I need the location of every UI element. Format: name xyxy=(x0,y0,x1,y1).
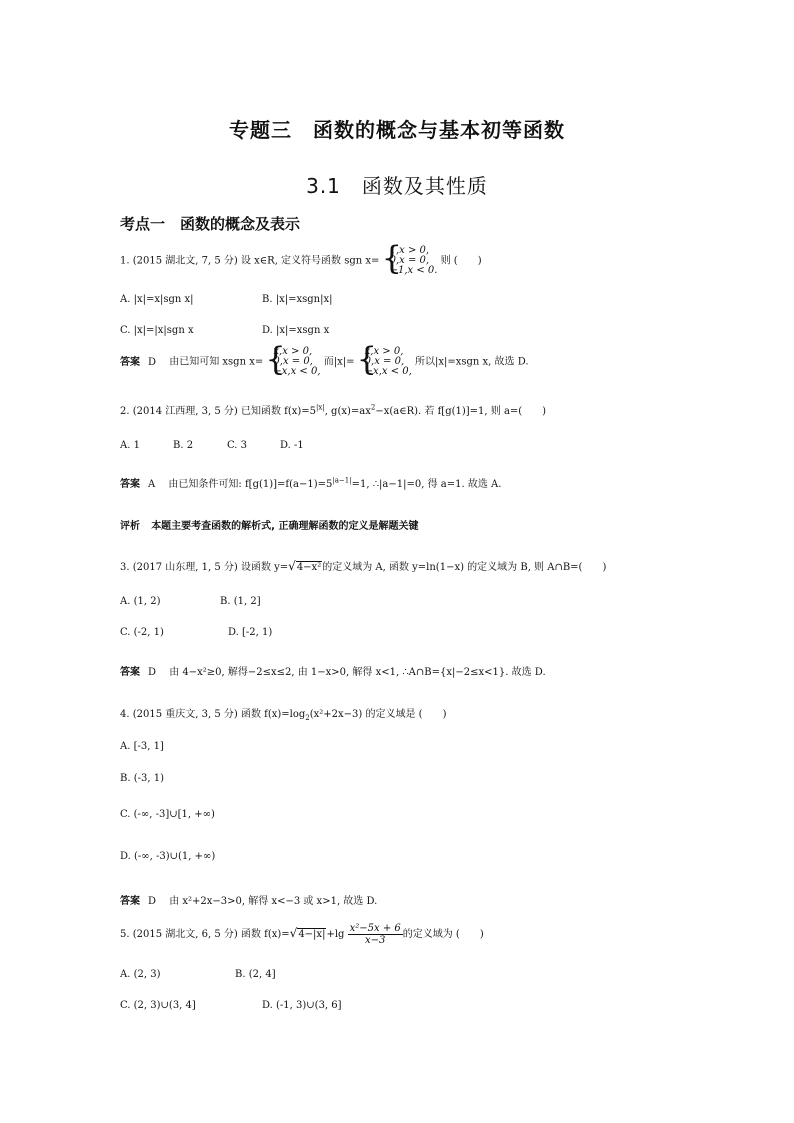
q4-answer xyxy=(120,892,377,907)
q1-stem-text: 1. (2015 湖北文, 7, 5 分) 设 x∈R, 定义符号函数 sgn x= xyxy=(120,255,380,267)
q2-answer-a: 由已知条件可知: f[g(1)]=f(a−1)=5 xyxy=(168,479,333,490)
radical-sign: √ xyxy=(289,926,298,940)
case-line: −x,x < 0, xyxy=(364,366,412,377)
answer-label: 答案 xyxy=(120,479,140,490)
point-heading: 考点一 函数的概念及表示 xyxy=(120,215,301,233)
case-line: { x,x > 0, xyxy=(364,346,404,357)
q2-stem-a: 2. (2014 江西理, 3, 5 分) 已知函数 f(x)=5 xyxy=(120,406,317,417)
answer-label: 答案 xyxy=(120,896,140,907)
answer-label: 答案 xyxy=(120,667,140,678)
q1-case-3: −1,x < 0. xyxy=(389,265,438,276)
q1-stem xyxy=(120,246,482,276)
q5-stem xyxy=(120,923,484,946)
q1-option-b: B. |x|=xsgn|x| xyxy=(262,294,333,305)
q1-answer-text-a: 由已知可知 xsgn x= xyxy=(169,356,264,368)
q4-stem xyxy=(120,705,446,722)
q3-option-b: B. (1, 2] xyxy=(220,596,261,607)
q2-exponent: |x| xyxy=(316,403,325,412)
q4-option-b: B. (-3, 1) xyxy=(120,773,164,784)
q1-case-1: { 1,x > 0, xyxy=(389,245,430,256)
q5-fraction xyxy=(348,923,403,946)
q2-option-b: B. 2 xyxy=(173,440,194,451)
q4-option-d: D. (-∞, -3)∪(1, +∞) xyxy=(120,851,216,862)
q5-option-a: A. (2, 3) xyxy=(120,969,161,980)
q2-stem-c: −x(a∈R). 若 f[g(1)]=1, 则 a=( ) xyxy=(375,406,547,417)
q1-case-2: 0,x = 0, xyxy=(389,255,430,266)
comment-text: 本题主要考查函数的解析式, 正确理解函数的定义是解题关键 xyxy=(151,521,419,532)
q4-stem-a: 4. (2015 重庆文, 3, 5 分) 函数 f(x)=log xyxy=(120,709,306,720)
answer-choice: D xyxy=(148,667,157,678)
q1-option-c: C. |x|=|x|sgn x xyxy=(120,325,194,336)
q3-stem-a: 3. (2017 山东理, 1, 5 分) 设函数 y= xyxy=(120,562,289,573)
q2-option-a: A. 1 xyxy=(120,440,140,451)
q3-answer xyxy=(120,663,546,678)
q5-stem-b: +lg xyxy=(326,929,345,940)
case-line: −x,x < 0, xyxy=(273,366,321,377)
q1-piecewise xyxy=(383,246,438,276)
q3-answer-text: 由 4−x²≥0, 解得−2≤x≤2, 由 1−x>0, 解得 x<1, ∴A∩B={x|−2≤x<1}. 故选 D. xyxy=(169,667,546,678)
case-line: 0,x = 0, xyxy=(273,356,313,367)
q4-answer-text: 由 x²+2x−3>0, 解得 x<−3 或 x>1, 故选 D. xyxy=(169,896,378,907)
q3-radicand: 4−x² xyxy=(296,562,322,573)
q4-option-a: A. [-3, 1] xyxy=(120,741,164,752)
q2-stem xyxy=(120,402,546,417)
q3-option-c: C. (-2, 1) xyxy=(120,627,164,638)
q5-stem-c: 的定义域为 ( ) xyxy=(402,929,484,940)
section-title: 3.1 函数及其性质 xyxy=(306,174,488,198)
q5-option-b: B. (2, 4] xyxy=(235,969,276,980)
case-line: { x,x > 0, xyxy=(273,346,313,357)
q2-answer-exponent: |a−1| xyxy=(332,476,352,485)
q2-answer xyxy=(120,475,501,490)
q5-radicand: 4−|x| xyxy=(298,929,326,940)
q3-option-a: A. (1, 2) xyxy=(120,596,161,607)
answer-choice: D xyxy=(148,356,157,368)
q3-option-d: D. [-2, 1) xyxy=(228,627,273,638)
q1-answer-text-b: 而|x|= xyxy=(323,356,355,368)
q2-exponent-2: 2 xyxy=(370,403,376,412)
q1-answer xyxy=(120,347,529,377)
q1-answer-text-c: 所以|x|=xsgn x, 故选 D. xyxy=(414,356,529,368)
q2-comment xyxy=(120,517,418,532)
q4-stem-b: (x²+2x−3) 的定义域是 ( ) xyxy=(309,709,447,720)
q2-stem-b: , g(x)=ax xyxy=(324,406,371,417)
q1-option-d: D. |x|=xsgn x xyxy=(262,325,330,336)
q1-answer-piecewise-1 xyxy=(266,347,320,377)
q5-option-c: C. (2, 3)∪(3, 4] xyxy=(120,1000,196,1011)
q2-option-c: C. 3 xyxy=(227,440,248,451)
q5-numerator: x²−5x + 6 xyxy=(349,923,401,934)
answer-choice: A xyxy=(148,479,156,490)
topic-title: 专题三 函数的概念与基本初等函数 xyxy=(229,118,565,142)
q4-log-base: 2 xyxy=(305,714,310,722)
q2-answer-b: =1, ∴|a−1|=0, 得 a=1. 故选 A. xyxy=(351,479,502,490)
q1-answer-piecewise-2 xyxy=(358,347,412,377)
q2-option-d: D. -1 xyxy=(280,440,304,451)
q5-denominator: x−3 xyxy=(364,935,386,946)
answer-choice: D xyxy=(148,896,157,907)
q4-option-c: C. (-∞, -3]∪[1, +∞) xyxy=(120,809,215,820)
q5-stem-a: 5. (2015 湖北文, 6, 5 分) 函数 f(x)= xyxy=(120,929,290,940)
case-line: 0,x = 0, xyxy=(364,356,405,367)
q1-stem-end: 则 ( ) xyxy=(440,255,482,267)
radical-sign: √ xyxy=(288,559,296,573)
answer-label: 答案 xyxy=(120,356,140,368)
q1-option-a: A. |x|=x|sgn x| xyxy=(120,294,194,305)
q5-option-d: D. (-1, 3)∪(3, 6] xyxy=(262,1000,342,1011)
comment-label: 评析 xyxy=(120,521,140,532)
q3-stem-b: 的定义域为 A, 函数 y=ln(1−x) 的定义域为 B, 则 A∩B=( ) xyxy=(322,562,607,573)
q3-stem xyxy=(120,558,606,573)
